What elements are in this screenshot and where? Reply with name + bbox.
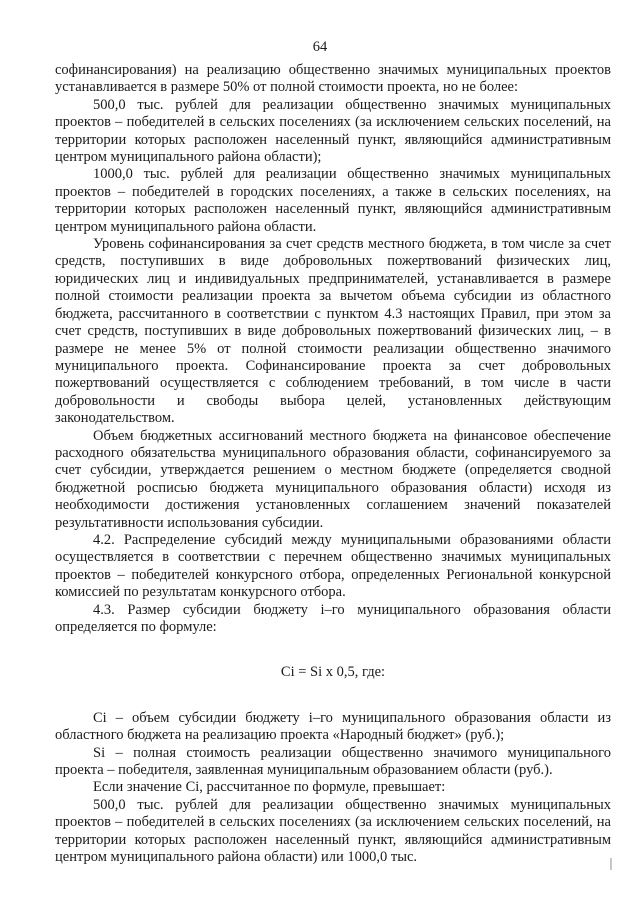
paragraph: Если значение Ci, рассчитанное по формуле, превышает: <box>93 779 446 796</box>
paragraph: 1000,0 тыс. рублей для реализации общественно значимых муниципальных проектов – победителей в городских поселениях, а также в сельских поселениях, на территории которых расположен населенный пункт, являющийся административным центром муниципального района области. <box>55 166 611 235</box>
paragraph: 4.2. Распределение субсидий между муниципальными образованиями области осуществляется в соответствии с перечнем общественно значимых муниципальных проектов – победителей конкурсного отбора, определенных Региональной конкурсной комиссией по результатам конкурсного отбора. <box>55 531 611 601</box>
paragraph: 500,0 тыс. рублей для реализации общественно значимых муниципальных проектов – победителей в сельских поселениях (за исключением сельских поселений, на территории которых расположен населенный пункт, являющийся административным центром муниципального района области) или 1000,0 тыс. <box>55 796 611 866</box>
page-number: 64 <box>312 39 328 55</box>
paragraph: Уровень софинансирования за счет средств местного бюджета, в том числе за счет средств, поступивших в виде добровольных пожертвований физических лиц, юридических лиц и индивидуальных предпринимателей, устанавливается в размере полной стоимости реализации проекта за вычетом объема субсидии из областного бюджета, рассчитанного в соответствии с пунктом 4.3 настоящих Правил, при этом за счет средств, поступивших в виде добровольных пожертвований физических лиц, – в размере не менее 5% от полной стоимости реализации общественно значимого муниципального проекта. Софинансирование проекта за счет добровольных пожертвований осуществляется с соблюдением требований, в том числе в части добровольности и свободы выбора целей, установленных действующим законодательством. <box>55 236 611 427</box>
formula: Ci = Si x 0,5, где: <box>280 664 386 681</box>
paragraph: 4.3. Размер субсидии бюджету i–го муниципального образования области определяется по формуле: <box>55 601 611 635</box>
paragraph: 500,0 тыс. рублей для реализации общественно значимых муниципальных проектов – победителей в сельских поселениях (за исключением сельских поселений, на территории которых расположен населенный пункт, являющийся административным центром муниципального района области); <box>55 96 611 166</box>
paragraph: софинансирования) на реализацию общественно значимых муниципальных проектов устанавливается в размере 50% от полной стоимости проекта, но не более: <box>55 62 611 96</box>
scan-artifact <box>610 858 612 870</box>
paragraph: Si – полная стоимость реализации общественно значимого муниципального проекта – победителя, заявленная муниципальным образованием области (руб.). <box>55 744 611 779</box>
paragraph: Ci – объем субсидии бюджету i–го муниципального образования области из областного бюджета на реализацию проекта «Народный бюджет» (руб.); <box>55 709 611 744</box>
document-body <box>55 62 611 866</box>
paragraph: Объем бюджетных ассигнований местного бюджета на финансовое обеспечение расходного обязательства муниципального образования области, софинансируемого за счет субсидии, утверждается решением о местном бюджете (определяется сводной бюджетной росписью бюджета муниципального образования области) исходя из необходимости достижения установленных соглашением значений показателей результативности использования субсидии. <box>55 427 611 531</box>
